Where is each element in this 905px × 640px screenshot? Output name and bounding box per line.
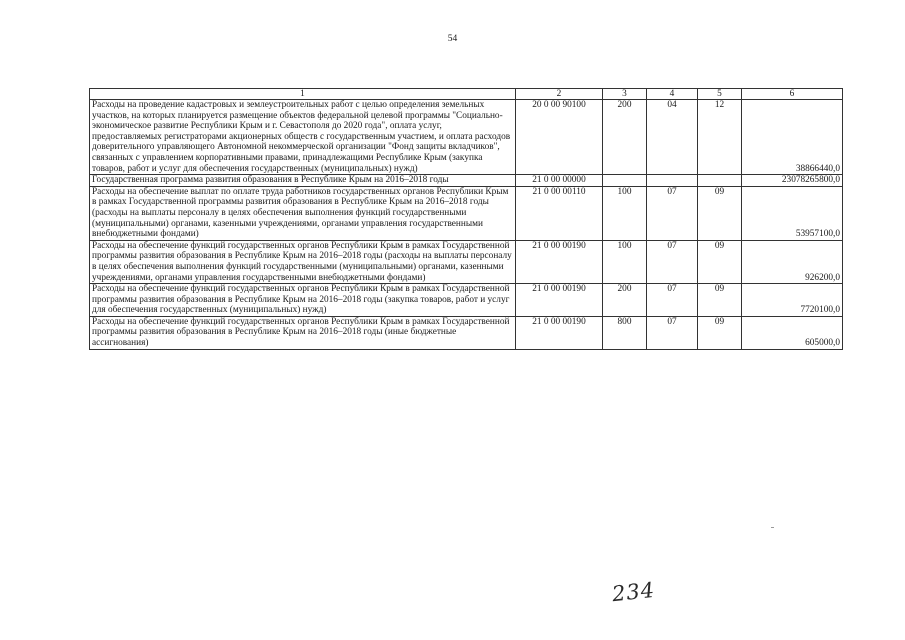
row-section: 07 [647, 284, 698, 317]
header-col-1: 1 [90, 89, 516, 100]
row-description: Государственная программа развития образования в Республике Крым на 2016–2018 годы [90, 175, 516, 187]
table-row [90, 316, 843, 349]
row-expense-type: 800 [603, 316, 647, 349]
row-expense-type: 200 [603, 100, 647, 175]
row-section: 07 [647, 240, 698, 283]
header-col-4: 4 [647, 89, 698, 100]
row-target-code: 20 0 00 90100 [516, 100, 603, 175]
row-description: Расходы на проведение кадастровых и землеустроительных работ с целью определения земельных участков, на которых планируется размещение объектов федеральной целевой программы "Социально-экономическое развитие Республики Крым и г. Севастополя до 2020 года", оплата услуг, предоставляемых регистраторами акционерных обществ с государственным участием, и оплата расходов доверительного управляющего Автономной некоммерческой организации "Фонд защиты вкладчиков", связанных с управлением корпоративными правами, принадлежащими Республике Крым (закупка товаров, работ и услуг для обеспечения государственных (муниципальных) нужд) [90, 100, 516, 175]
table-row [90, 186, 843, 240]
row-subsection: 09 [698, 284, 742, 317]
table-row [90, 240, 843, 283]
row-section: 07 [647, 316, 698, 349]
row-subsection: 09 [698, 240, 742, 283]
row-amount: 38866440,0 [742, 100, 843, 175]
row-target-code: 21 0 00 00190 [516, 316, 603, 349]
row-description: Расходы на обеспечение функций государственных органов Республики Крым в рамках Государственной программы развития образования в Республике Крым на 2016–2018 годы (иные бюджетные ассигнования) [90, 316, 516, 349]
row-amount: 605000,0 [742, 316, 843, 349]
row-subsection: 12 [698, 100, 742, 175]
row-expense-type: 100 [603, 240, 647, 283]
row-amount: 7720100,0 [742, 284, 843, 317]
row-description: Расходы на обеспечение выплат по оплате труда работников государственных органов Республики Крым в рамках Государственной программы развития образования в Республике Крым на 2016–2018 годы (расходы на выплаты персоналу в целях обеспечения выполнения функций государственными (муниципальными) органами, казенными учреждениями, органами управления государственными внебюджетными фондами) [90, 186, 516, 240]
handwritten-page-mark: 234 [610, 577, 657, 607]
table-row [90, 284, 843, 317]
row-description: Расходы на обеспечение функций государственных органов Республики Крым в рамках Государственной программы развития образования в Республике Крым на 2016–2018 годы (расходы на выплаты персоналу в целях обеспечения выполнения функций государственными (муниципальными) органами, казенными учреждениями, органами управления государственными внебюджетными фондами) [90, 240, 516, 283]
header-col-2: 2 [516, 89, 603, 100]
row-amount: 23078265800,0 [742, 175, 843, 187]
row-subsection: 09 [698, 186, 742, 240]
page-number: 54 [447, 34, 458, 44]
row-amount: 926200,0 [742, 240, 843, 283]
row-expense-type: 100 [603, 186, 647, 240]
row-section [647, 175, 698, 187]
scan-speck [771, 527, 774, 528]
row-section: 04 [647, 100, 698, 175]
row-amount: 53957100,0 [742, 186, 843, 240]
header-col-3: 3 [603, 89, 647, 100]
row-expense-type [603, 175, 647, 187]
row-section: 07 [647, 186, 698, 240]
budget-table [89, 88, 843, 350]
row-target-code: 21 0 00 00190 [516, 240, 603, 283]
header-col-5: 5 [698, 89, 742, 100]
row-subsection [698, 175, 742, 187]
row-target-code: 21 0 00 00110 [516, 186, 603, 240]
row-subsection: 09 [698, 316, 742, 349]
table-row [90, 175, 843, 187]
row-expense-type: 200 [603, 284, 647, 317]
header-row [90, 89, 843, 100]
header-col-6: 6 [742, 89, 843, 100]
row-description: Расходы на обеспечение функций государственных органов Республики Крым в рамках Государственной программы развития образования в Республике Крым на 2016–2018 годы (закупка товаров, работ и услуг для обеспечения государственных (муниципальных) нужд) [90, 284, 516, 317]
row-target-code: 21 0 00 00000 [516, 175, 603, 187]
table-row [90, 100, 843, 175]
row-target-code: 21 0 00 00190 [516, 284, 603, 317]
